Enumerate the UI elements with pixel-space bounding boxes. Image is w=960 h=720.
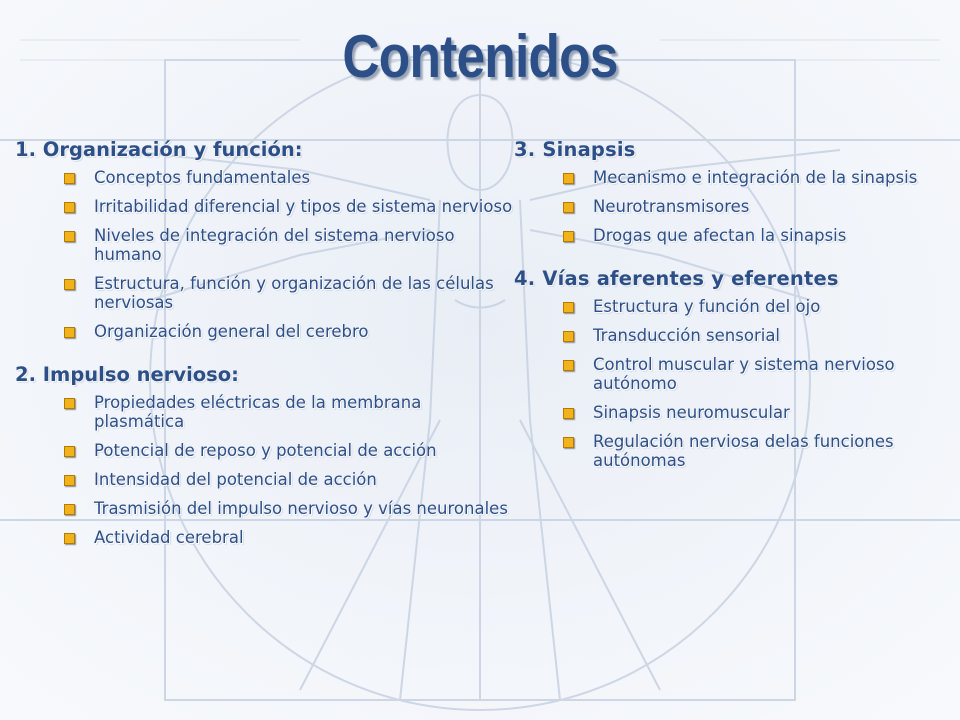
list-item-label: Niveles de integración del sistema nervioso humano xyxy=(94,226,455,264)
list-item xyxy=(15,322,515,341)
item-list xyxy=(514,297,934,470)
slide-title: Contenidos xyxy=(342,23,618,90)
list-item xyxy=(514,297,934,316)
list-item xyxy=(514,168,934,187)
item-list xyxy=(15,393,515,547)
square-bullet-icon xyxy=(563,231,574,242)
square-bullet-icon xyxy=(563,408,574,419)
list-item-label: Control muscular y sistema nervioso autónomo xyxy=(593,355,895,393)
list-item-label: Estructura, función y organización de las células nerviosas xyxy=(94,274,494,312)
section-impulso xyxy=(15,361,515,547)
square-bullet-icon xyxy=(64,327,75,338)
square-bullet-icon xyxy=(563,202,574,213)
right-column xyxy=(514,136,934,490)
square-bullet-icon xyxy=(64,173,75,184)
list-item xyxy=(15,197,515,216)
list-item xyxy=(514,197,934,216)
square-bullet-icon xyxy=(563,302,574,313)
square-bullet-icon xyxy=(563,437,574,448)
list-item xyxy=(15,499,515,518)
square-bullet-icon xyxy=(64,202,75,213)
list-item-label: Regulación nerviosa delas funciones autónomas xyxy=(593,432,894,470)
square-bullet-icon xyxy=(563,173,574,184)
list-item-label: Potencial de reposo y potencial de acción xyxy=(94,441,437,460)
list-item-label: Conceptos fundamentales xyxy=(94,168,311,187)
section-vias xyxy=(514,265,934,470)
section-heading: 3. Sinapsis xyxy=(514,138,636,161)
square-bullet-icon xyxy=(64,446,75,457)
square-bullet-icon xyxy=(64,475,75,486)
square-bullet-icon xyxy=(563,360,574,371)
list-item-label: Actividad cerebral xyxy=(94,528,244,547)
list-item-label: Intensidad del potencial de acción xyxy=(94,470,377,489)
section-heading: 2. Impulso nervioso: xyxy=(15,363,239,386)
square-bullet-icon xyxy=(563,331,574,342)
list-item xyxy=(15,393,515,431)
section-sinapsis xyxy=(514,136,934,245)
square-bullet-icon xyxy=(64,533,75,544)
list-item xyxy=(514,226,934,245)
section-organizacion xyxy=(15,136,515,341)
list-item xyxy=(514,355,934,393)
item-list xyxy=(15,168,515,341)
list-item-label: Drogas que afectan la sinapsis xyxy=(593,226,847,245)
list-item-label: Transducción sensorial xyxy=(593,326,781,345)
square-bullet-icon xyxy=(64,231,75,242)
list-item xyxy=(514,432,934,470)
list-item-label: Irritabilidad diferencial y tipos de sistema nervioso xyxy=(94,197,513,216)
list-item-label: Estructura y función del ojo xyxy=(593,297,821,316)
list-item xyxy=(15,274,515,312)
list-item xyxy=(15,168,515,187)
list-item xyxy=(15,441,515,460)
left-column xyxy=(15,136,515,567)
list-item xyxy=(514,326,934,345)
list-item-label: Neurotransmisores xyxy=(593,197,750,216)
list-item-label: Mecanismo e integración de la sinapsis xyxy=(593,168,918,187)
square-bullet-icon xyxy=(64,398,75,409)
list-item xyxy=(514,403,934,422)
list-item xyxy=(15,226,515,264)
list-item-label: Sinapsis neuromuscular xyxy=(593,403,790,422)
section-heading: 4. Vías aferentes y eferentes xyxy=(514,267,839,290)
section-heading: 1. Organización y función: xyxy=(15,138,303,161)
list-item xyxy=(15,470,515,489)
square-bullet-icon xyxy=(64,279,75,290)
list-item-label: Organización general del cerebro xyxy=(94,322,369,341)
item-list xyxy=(514,168,934,245)
list-item-label: Trasmisión del impulso nervioso y vías neuronales xyxy=(94,499,508,518)
list-item xyxy=(15,528,515,547)
list-item-label: Propiedades eléctricas de la membrana plasmática xyxy=(94,393,422,431)
square-bullet-icon xyxy=(64,504,75,515)
